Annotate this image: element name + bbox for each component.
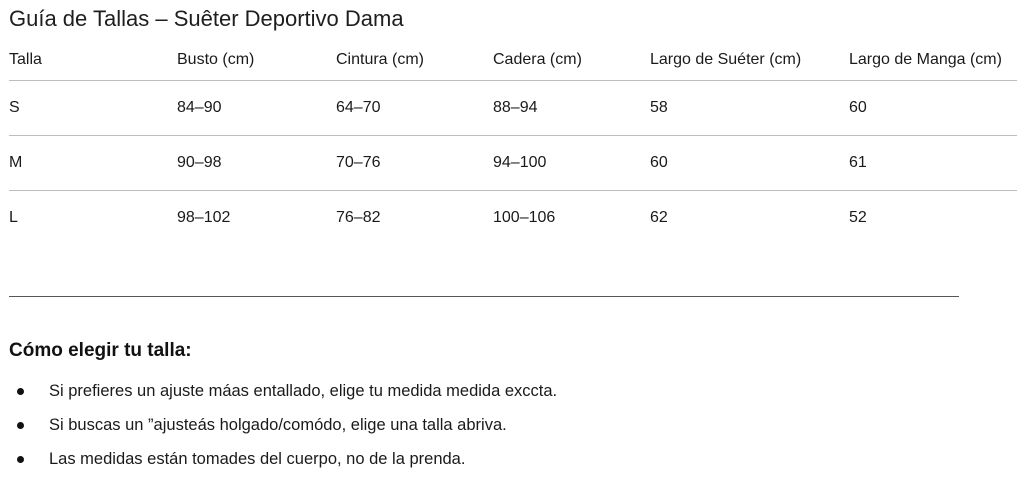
cell-talla: M (9, 154, 23, 171)
header-talla: Talla (9, 51, 42, 68)
cell-cintura: 76–82 (336, 209, 381, 226)
bullet-icon (17, 388, 24, 395)
cell-cadera: 100–106 (493, 209, 556, 226)
tip-text: Si prefieres un ajuste máas entallado, elige tu medida medida exccta. (49, 382, 558, 400)
header-cadera: Cadera (cm) (493, 51, 582, 68)
bullet-icon (17, 456, 24, 463)
cell-largo-sueter: 60 (650, 154, 668, 171)
table-row (9, 136, 1017, 191)
cell-busto: 98–102 (177, 209, 231, 226)
list-item (9, 442, 557, 476)
cell-cadera: 88–94 (493, 99, 538, 116)
cell-busto: 90–98 (177, 154, 222, 171)
header-largo-sueter: Largo de Suéter (cm) (650, 51, 802, 68)
table-row (9, 191, 1017, 246)
header-largo-manga: Largo de Manga (cm) (849, 51, 1002, 68)
header-cintura: Cintura (cm) (336, 51, 425, 68)
section-divider (9, 296, 959, 297)
cell-cintura: 70–76 (336, 154, 381, 171)
cell-largo-manga: 60 (849, 99, 867, 116)
cell-talla: L (9, 209, 18, 226)
bullet-icon (17, 422, 24, 429)
cell-largo-manga: 61 (849, 154, 867, 171)
tip-text: Las medidas están tomades del cuerpo, no de la prenda. (49, 450, 466, 468)
list-item (9, 374, 557, 408)
tip-text: Si buscas un ”ajusteás holgado/comódo, elige una talla abriva. (49, 416, 507, 434)
cell-busto: 84–90 (177, 99, 222, 116)
cell-largo-sueter: 62 (650, 209, 668, 226)
list-item (9, 408, 557, 442)
cell-talla: S (9, 99, 20, 116)
cell-largo-manga: 52 (849, 209, 867, 226)
table-row (9, 81, 1017, 136)
tips-list (9, 374, 557, 476)
header-busto: Busto (cm) (177, 51, 255, 68)
cell-largo-sueter: 58 (650, 99, 668, 116)
cell-cadera: 94–100 (493, 154, 547, 171)
how-to-heading: Cómo elegir tu talla: (9, 340, 192, 361)
page-title: Guía de Tallas – Suêter Deportivo Dama (9, 6, 404, 31)
table-header-row (9, 40, 1017, 81)
cell-cintura: 64–70 (336, 99, 381, 116)
size-chart-table (9, 40, 1017, 245)
